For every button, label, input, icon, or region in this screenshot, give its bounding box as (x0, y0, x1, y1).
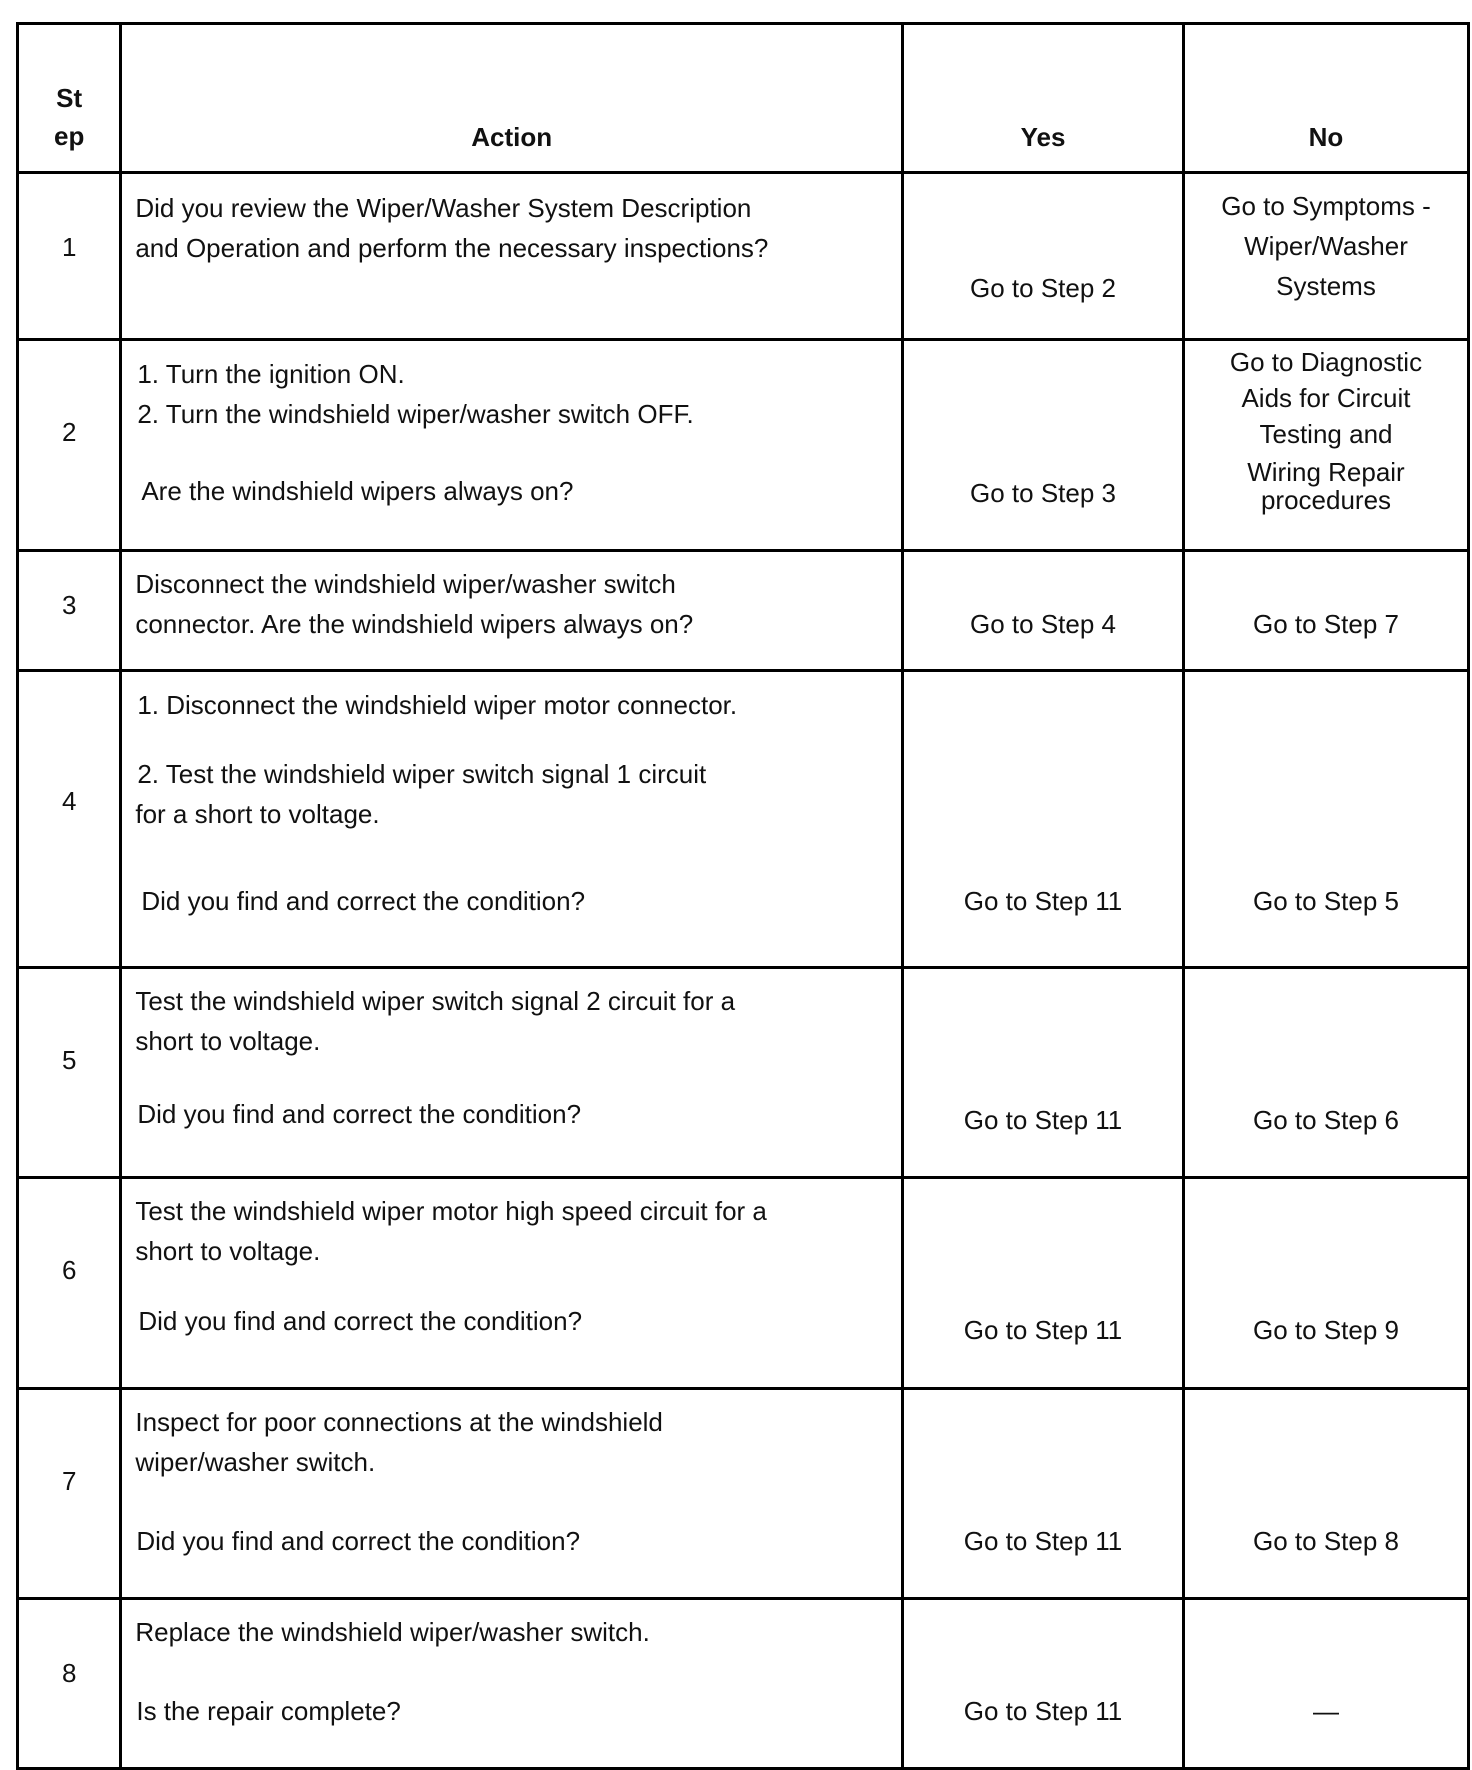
yes-value: Go to Step 4 (970, 609, 1116, 640)
table-row (18, 1388, 1469, 1598)
step-cell (18, 1178, 121, 1388)
no-value-line: Wiper/Washer (1244, 231, 1408, 262)
no-value: Go to Step 8 (1253, 1525, 1399, 1556)
step-number: 2 (61, 416, 77, 447)
no-cell (1183, 173, 1468, 339)
action-line: Test the windshield wiper motor high speed circuit for a (135, 1196, 767, 1227)
step-cell (18, 173, 121, 339)
action-line: Disconnect the windshield wiper/washer switch (135, 569, 676, 600)
yes-cell (903, 671, 1184, 967)
no-value-line: procedures (1260, 484, 1392, 515)
action-cell (121, 339, 903, 551)
header-step (18, 24, 121, 173)
yes-value: Go to Step 11 (963, 1696, 1123, 1727)
step-cell (18, 967, 121, 1177)
no-value: Go to Step 7 (1253, 609, 1399, 640)
action-line: for a short to voltage. (135, 799, 380, 830)
no-value-line: Go to Diagnostic (1229, 346, 1423, 377)
action-cell (121, 1388, 903, 1598)
yes-value: Go to Step 3 (970, 477, 1116, 508)
step-number: 3 (61, 590, 77, 621)
action-cell (121, 967, 903, 1177)
header-action: Action (121, 24, 903, 173)
action-cell (121, 671, 903, 967)
action-line: and Operation and perform the necessary inspections? (135, 233, 769, 264)
table-row (18, 1599, 1469, 1769)
action-line: Inspect for poor connections at the windshield (135, 1406, 663, 1437)
table-row (18, 1178, 1469, 1388)
action-line: Did you review the Wiper/Washer System Description (135, 193, 752, 224)
no-value-line: Testing and (1259, 418, 1393, 449)
action-line: 2. Turn the windshield wiper/washer switch OFF. (137, 398, 694, 429)
no-cell (1183, 1388, 1468, 1598)
action-line: Test the windshield wiper switch signal 2 circuit for a (135, 985, 736, 1016)
step-number: 6 (61, 1255, 77, 1286)
no-cell (1183, 967, 1468, 1177)
header-no: No (1183, 24, 1468, 173)
yes-cell (903, 1178, 1184, 1388)
no-value: Go to Step 6 (1253, 1104, 1399, 1135)
no-value-line: Systems (1276, 271, 1376, 302)
no-value: — (1312, 1696, 1339, 1727)
action-line: Did you find and correct the condition? (136, 1525, 581, 1556)
yes-value: Go to Step 11 (963, 1104, 1123, 1135)
table-row (18, 967, 1469, 1177)
action-line: short to voltage. (135, 1236, 321, 1267)
action-line: Replace the windshield wiper/washer switch. (135, 1617, 650, 1648)
no-cell (1183, 671, 1468, 967)
yes-value: Go to Step 11 (963, 1525, 1123, 1556)
yes-value: Go to Step 11 (963, 1315, 1123, 1346)
step-cell (18, 551, 121, 671)
action-line: 2. Test the windshield wiper switch signal 1 circuit (137, 759, 707, 790)
table-row (18, 671, 1469, 967)
step-cell (18, 1388, 121, 1598)
action-line: Did you find and correct the condition? (137, 1098, 582, 1129)
action-cell (121, 1599, 903, 1769)
yes-cell (903, 1388, 1184, 1598)
step-cell (18, 339, 121, 551)
header-yes: Yes (903, 24, 1184, 173)
no-value-line: Aids for Circuit (1241, 382, 1411, 413)
header-row (18, 24, 1469, 173)
no-cell (1183, 339, 1468, 551)
action-line: 1. Turn the ignition ON. (137, 358, 405, 389)
no-value: Go to Step 9 (1253, 1315, 1399, 1346)
table-row (18, 173, 1469, 339)
header-step-line-2: ep (54, 121, 85, 152)
step-number: 5 (61, 1044, 77, 1075)
step-number: 7 (61, 1465, 77, 1496)
action-line: 1. Disconnect the windshield wiper motor connector. (137, 690, 738, 721)
yes-value: Go to Step 11 (963, 886, 1123, 917)
yes-cell (903, 967, 1184, 1177)
step-cell (18, 671, 121, 967)
yes-cell (903, 339, 1184, 551)
yes-cell (903, 173, 1184, 339)
action-line: Is the repair complete? (136, 1696, 401, 1727)
action-cell (121, 1178, 903, 1388)
no-value: Go to Step 5 (1253, 886, 1399, 917)
table-row (18, 339, 1469, 551)
diagnostic-table (16, 22, 1470, 1770)
no-value-line: Go to Symptoms - (1221, 191, 1431, 222)
action-line: connector. Are the windshield wipers always on? (135, 609, 694, 640)
action-cell (121, 551, 903, 671)
action-line: wiper/washer switch. (135, 1446, 376, 1477)
step-number: 4 (61, 786, 77, 817)
table-row (18, 551, 1469, 671)
no-cell (1183, 1599, 1468, 1769)
header-step-line-1: St (56, 83, 83, 114)
action-line: Did you find and correct the condition? (138, 1306, 583, 1337)
no-cell (1183, 1178, 1468, 1388)
action-line: short to voltage. (135, 1025, 321, 1056)
yes-cell (903, 551, 1184, 671)
no-cell (1183, 551, 1468, 671)
action-line: Are the windshield wipers always on? (141, 475, 574, 506)
action-line: Did you find and correct the condition? (141, 886, 586, 917)
step-number: 8 (61, 1658, 77, 1689)
no-value-line: Wiring Repair (1247, 456, 1405, 487)
step-cell (18, 1599, 121, 1769)
yes-value: Go to Step 2 (970, 273, 1116, 304)
step-number: 1 (61, 232, 77, 263)
yes-cell (903, 1599, 1184, 1769)
action-cell (121, 173, 903, 339)
